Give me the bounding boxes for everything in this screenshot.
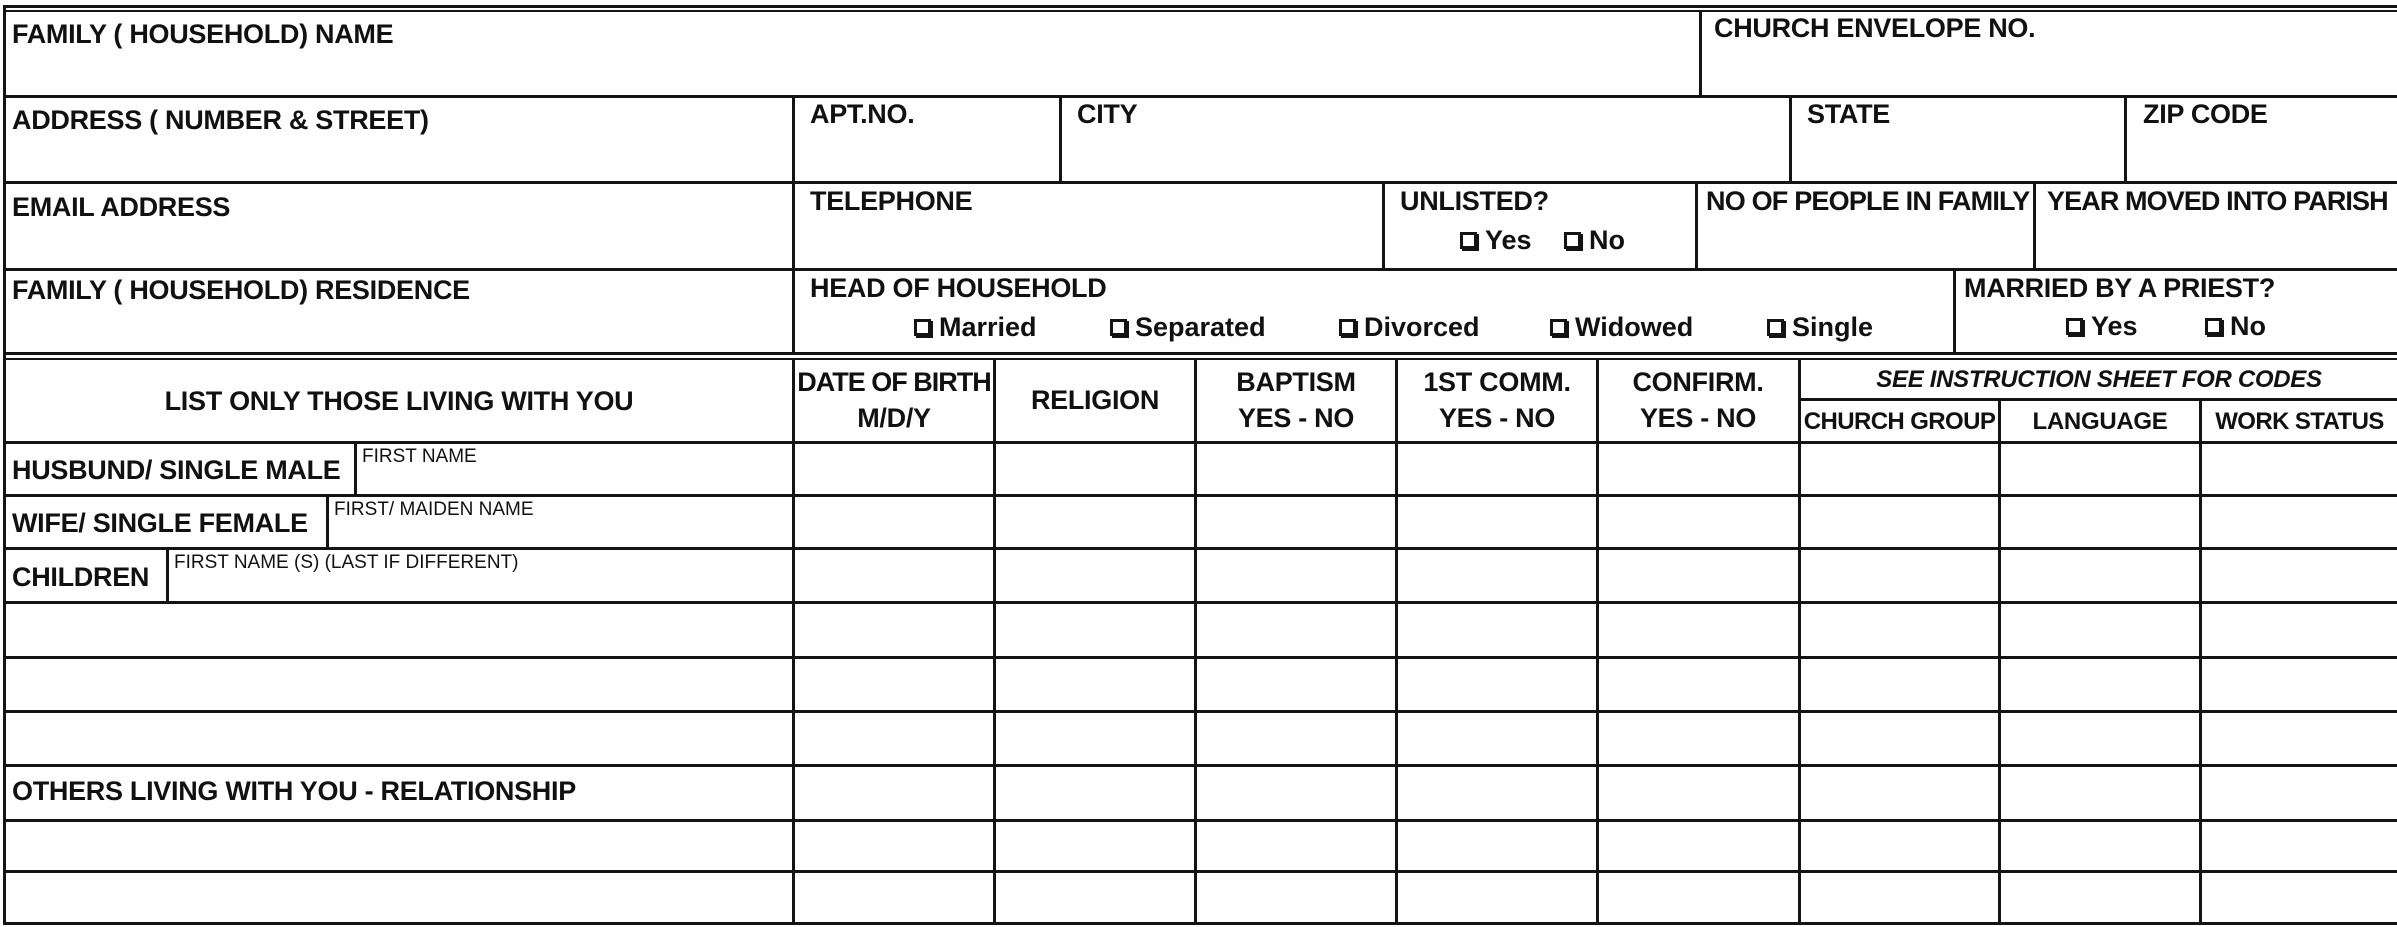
frame-top-inner [3,10,2397,12]
col-div-comm [1395,358,1398,922]
children-first-name-label: FIRST NAME (S) (LAST IF DIFFERENT) [174,552,519,573]
unlisted-no-option[interactable] [1564,227,1625,254]
husband-label: HUSBUND/ SINGLE MALE [12,455,341,485]
checkbox-icon[interactable] [2066,318,2083,335]
language-header: LANGUAGE [2032,408,2168,435]
church-group-header: CHURCH GROUP [1803,408,1996,435]
col-div-dob [792,358,795,922]
row-line-4b [3,358,2397,360]
table-row-line-8 [3,870,2397,873]
zip-code-label: ZIP CODE [2143,99,2268,129]
work-status-header: WORK STATUS [2215,408,2384,435]
checkbox-icon[interactable] [1460,232,1477,249]
table-row-line-6 [3,764,2397,767]
children-label: CHILDREN [12,562,150,592]
envelope-no-label: CHURCH ENVELOPE NO. [1714,13,2036,43]
frame-top [3,5,2397,8]
checkbox-icon[interactable] [2205,318,2222,335]
comm-header-line2: YES - NO [1438,403,1556,433]
confirm-header-line1: CONFIRM. [1632,367,1764,397]
table-row-line-2 [3,547,2397,550]
table-row-line-7 [3,819,2397,822]
wife-subdiv [326,494,329,547]
option-label: Widowed [1575,312,1694,342]
wife-label: WIFE/ SINGLE FEMALE [12,508,308,538]
residence-label: FAMILY ( HOUSEHOLD) RESIDENCE [12,275,470,305]
col-div-group [1798,358,1801,922]
dob-header-line2: M/D/Y [857,403,931,433]
unlisted-yes-option[interactable] [1460,227,1532,254]
div-unlisted [1382,181,1385,268]
option-label: Single [1792,312,1874,342]
frame-left [3,5,6,925]
address-label: ADDRESS ( NUMBER & STREET) [12,105,429,135]
col-div-language [1998,398,2001,922]
head-married-option[interactable] [914,314,1037,341]
table-row-line-3 [3,601,2397,604]
checkbox-icon[interactable] [1550,319,1567,336]
head-divorced-option[interactable] [1339,314,1480,341]
option-label: No [1589,225,1625,255]
email-label: EMAIL ADDRESS [12,192,231,222]
div-priest [1953,268,1956,352]
table-row-line-5 [3,710,2397,713]
option-label: Yes [2091,311,2138,341]
option-label: Separated [1135,312,1266,342]
people-count-label: NO OF PEOPLE IN FAMILY [1706,186,2030,216]
comm-header-line1: 1ST COMM. [1423,367,1571,397]
frame-bottom [3,922,2397,925]
checkbox-icon[interactable] [1767,319,1784,336]
table-sub-header-line [1798,398,2397,401]
apt-no-label: APT.NO. [810,99,915,129]
head-widowed-option[interactable] [1550,314,1693,341]
others-label: OTHERS LIVING WITH YOU - RELATIONSHIP [12,776,576,806]
year-moved-label: YEAR MOVED INTO PARISH [2047,186,2388,216]
baptism-header-line1: BAPTISM [1236,367,1356,397]
family-name-label: FAMILY ( HOUSEHOLD) NAME [12,19,394,49]
table-row-line-1 [3,494,2397,497]
row-line-2 [3,181,2397,184]
div-zip [2124,95,2127,181]
checkbox-icon[interactable] [1110,319,1127,336]
option-label: Married [939,312,1037,342]
option-label: No [2230,311,2266,341]
religion-header: RELIGION [1030,385,1160,415]
col-div-work [2199,398,2202,922]
children-subdiv [166,547,169,601]
priest-no-option[interactable] [2205,313,2266,340]
head-single-option[interactable] [1767,314,1873,341]
married-priest-label: MARRIED BY A PRIEST? [1964,273,2276,303]
div-people [1695,181,1698,268]
option-label: Yes [1485,225,1532,255]
col-div-religion [993,358,996,922]
div-state [1789,95,1792,181]
list-title: LIST ONLY THOSE LIVING WITH YOU [164,386,634,416]
table-row-line-4 [3,656,2397,659]
confirm-header-line2: YES - NO [1639,403,1757,433]
col-div-baptism [1194,358,1197,922]
table-header-line [3,441,2397,444]
dob-header-line1: DATE OF BIRTH [797,367,991,397]
baptism-header-line2: YES - NO [1237,403,1355,433]
telephone-label: TELEPHONE [810,186,973,216]
checkbox-icon[interactable] [1339,319,1356,336]
head-separated-option[interactable] [1110,314,1266,341]
unlisted-label: UNLISTED? [1400,186,1549,216]
col-div-confirm [1596,358,1599,922]
div-year [2033,181,2036,268]
husband-first-name-label: FIRST NAME [362,446,477,467]
div-apt [792,95,795,352]
husband-subdiv [354,441,357,494]
checkbox-icon[interactable] [1564,232,1581,249]
city-label: CITY [1077,99,1138,129]
state-label: STATE [1807,99,1890,129]
wife-maiden-name-label: FIRST/ MAIDEN NAME [334,499,534,520]
row-line-1 [3,95,2397,98]
head-of-household-label: HEAD OF HOUSEHOLD [810,273,1107,303]
row-line-4 [3,352,2397,355]
row-line-3 [3,268,2397,271]
priest-yes-option[interactable] [2066,313,2138,340]
div-envelope [1699,10,1702,95]
div-city [1059,95,1062,181]
checkbox-icon[interactable] [914,319,931,336]
instruction-note: SEE INSTRUCTION SHEET FOR CODES [1876,366,2322,393]
option-label: Divorced [1364,312,1480,342]
